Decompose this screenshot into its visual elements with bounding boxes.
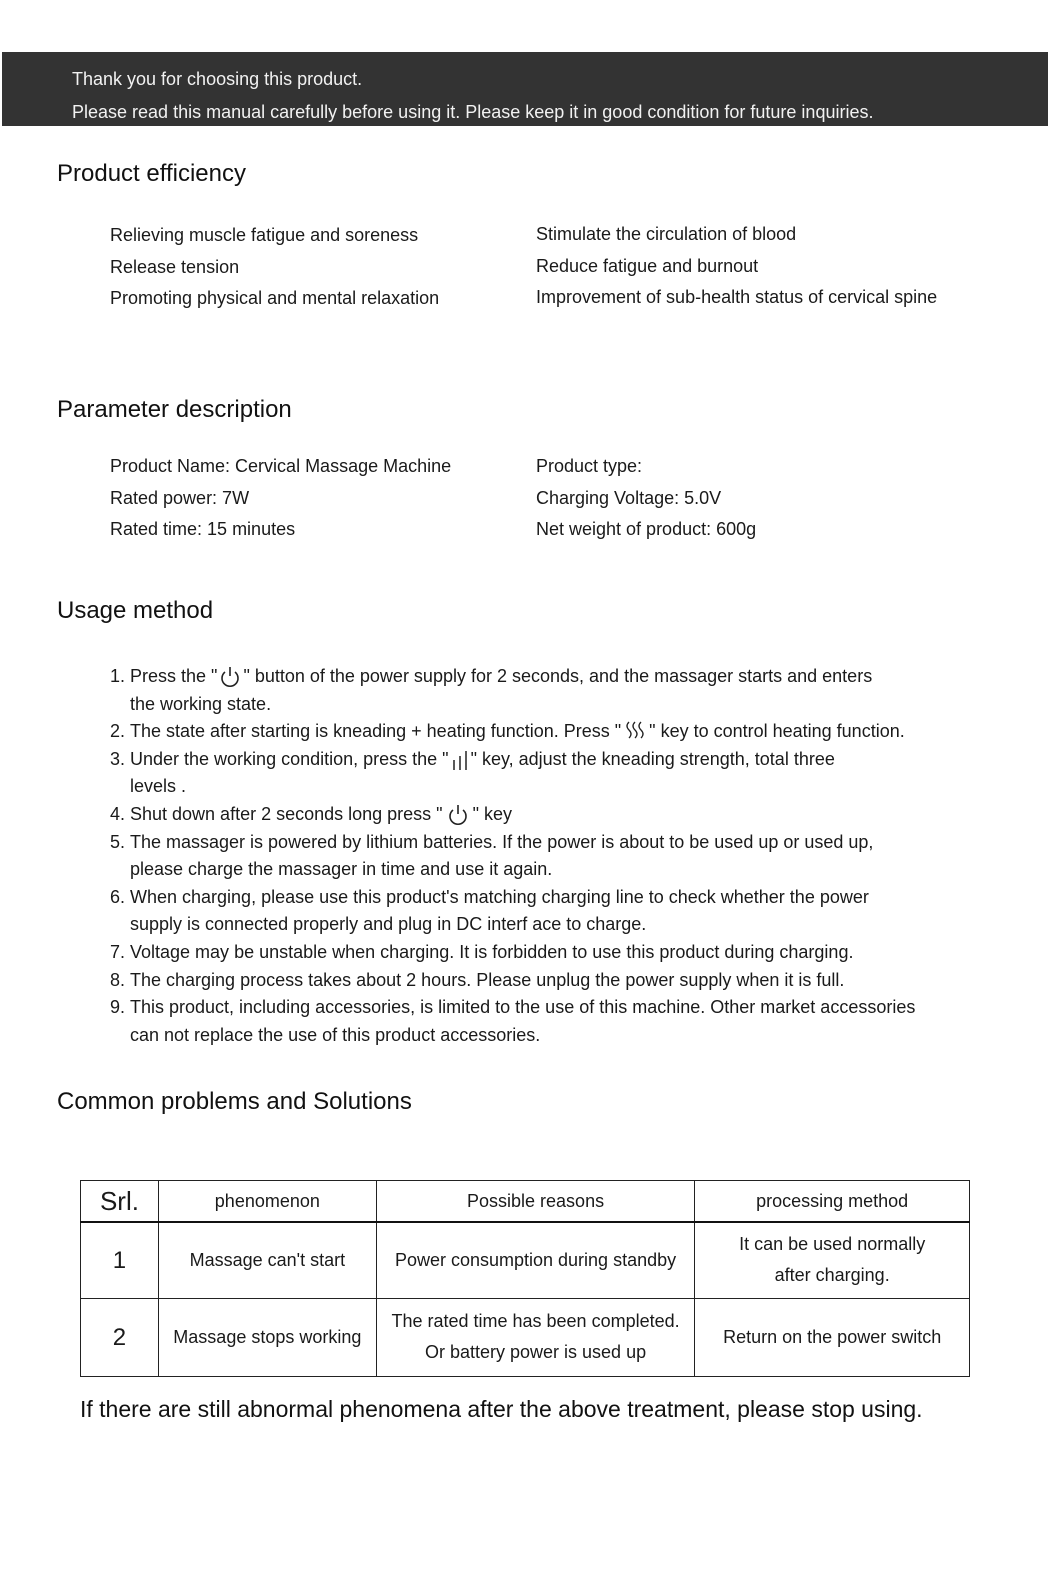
power-icon xyxy=(217,665,243,689)
heat-icon xyxy=(621,720,649,744)
row-phenomenon: Massage stops working xyxy=(158,1298,376,1376)
row-serial: 2 xyxy=(81,1298,159,1376)
column-header-reasons: Possible reasons xyxy=(376,1181,695,1223)
section-title-problems: Common problems and Solutions xyxy=(57,1088,412,1115)
parameters-right-list xyxy=(536,451,756,546)
step-number: 2. xyxy=(110,721,126,742)
parameters-left-list xyxy=(110,451,451,546)
strength-icon xyxy=(449,748,471,772)
parameter-item: Net weight of product: 600g xyxy=(536,519,757,539)
usage-step: 2. The state after starting is kneading + heating function. Press " " key to control heating function. xyxy=(110,718,990,746)
usage-step: 6. When charging, please use this product's matching charging line to check whether the power supply is connected properly and plug in DC interf ace to charge. xyxy=(110,884,990,939)
table-row xyxy=(81,1298,970,1376)
usage-steps-list xyxy=(110,663,990,1049)
efficiency-left-list xyxy=(110,220,439,315)
problems-table xyxy=(80,1180,970,1377)
step-number: 7. xyxy=(110,941,126,962)
section-title-usage: Usage method xyxy=(57,597,214,624)
section-title-efficiency: Product efficiency xyxy=(57,160,246,187)
efficiency-item: Reduce fatigue and burnout xyxy=(536,255,759,276)
column-header-srl: Srl. xyxy=(81,1181,159,1223)
parameter-item: Product Name: Cervical Massage Machine xyxy=(110,456,452,476)
usage-step: 8. The charging process takes about 2 hours. Please unplug the power supply when it is full. xyxy=(110,967,990,995)
banner-instructions: Please read this manual carefully before using it. Please keep it in good condition for future inquiries. xyxy=(72,102,874,122)
efficiency-item: Improvement of sub-health status of cervical spine xyxy=(536,287,938,307)
usage-step: 4. Shut down after 2 seconds long press " " key xyxy=(110,801,990,829)
parameter-item: Rated time: 15 minutes xyxy=(110,519,296,539)
table-row xyxy=(81,1222,970,1298)
efficiency-item: Release tension xyxy=(110,256,240,277)
parameter-item: Charging Voltage: 5.0V xyxy=(536,487,722,508)
power-icon xyxy=(443,803,473,827)
row-reasons: The rated time has been completed. Or battery power is used up xyxy=(376,1298,695,1376)
header-banner xyxy=(2,52,1048,126)
step-number: 9. xyxy=(110,997,126,1018)
section-title-parameters: Parameter description xyxy=(57,396,292,423)
column-header-phenomenon: phenomenon xyxy=(158,1181,376,1223)
parameter-item: Rated power: 7W xyxy=(110,487,250,508)
usage-step: 7. Voltage may be unstable when charging. It is forbidden to use this product during charging. xyxy=(110,939,990,967)
efficiency-right-list xyxy=(536,219,937,314)
step-number: 8. xyxy=(110,969,126,990)
usage-step: 1. Press the " " button of the power supply for 2 seconds, and the massager starts and enters the working state. xyxy=(110,663,990,718)
table-header-row xyxy=(81,1181,970,1223)
usage-step: 5. The massager is powered by lithium batteries. If the power is about to be used up or used up, please charge the massager in time and use it again. xyxy=(110,829,990,884)
row-method: Return on the power switch xyxy=(695,1298,970,1376)
step-number: 1. xyxy=(110,666,126,686)
row-method: It can be used normally after charging. xyxy=(695,1222,970,1298)
row-reasons: Power consumption during standby xyxy=(376,1222,695,1298)
usage-step: 3. Under the working condition, press the " " key, adjust the kneading strength, total three levels . xyxy=(110,746,990,801)
row-serial: 1 xyxy=(81,1222,159,1298)
step-number: 5. xyxy=(110,831,126,852)
step-number: 4. xyxy=(110,803,126,824)
column-header-method: processing method xyxy=(695,1181,970,1223)
banner-thanks: Thank you for choosing this product. xyxy=(72,69,363,89)
parameter-item: Product type: xyxy=(536,456,643,476)
efficiency-item: Stimulate the circulation of blood xyxy=(536,224,797,244)
final-note: If there are still abnormal phenomena after the above treatment, please stop using. xyxy=(80,1396,923,1422)
efficiency-item: Promoting physical and mental relaxation xyxy=(110,288,440,308)
row-phenomenon: Massage can't start xyxy=(158,1222,376,1298)
usage-step: 9. This product, including accessories, is limited to the use of this machine. Other market accessories can not replace the use of this product accessories. xyxy=(110,994,990,1049)
efficiency-item: Relieving muscle fatigue and soreness xyxy=(110,225,419,245)
step-number: 6. xyxy=(110,886,126,907)
step-number: 3. xyxy=(110,748,126,769)
